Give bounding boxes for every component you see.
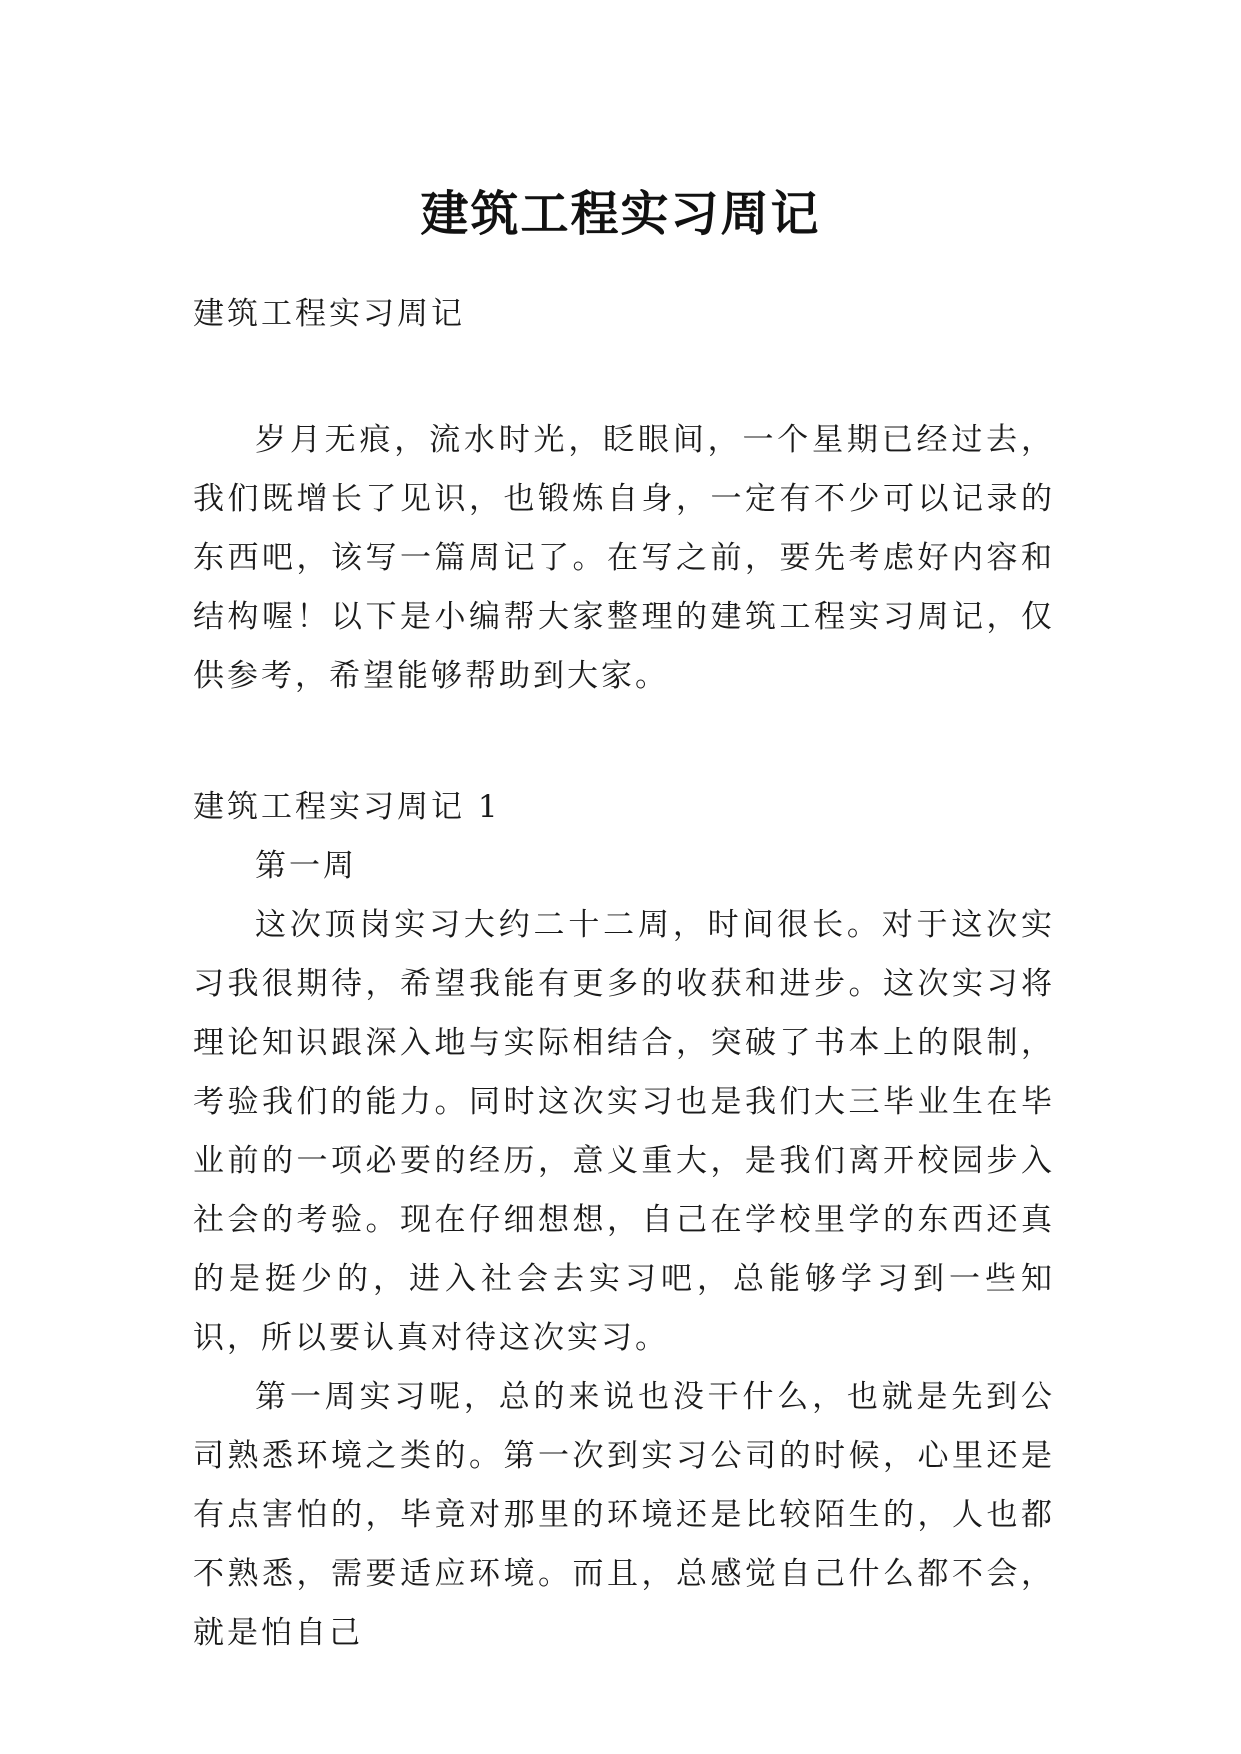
section-heading: 建筑工程实习周记 1 — [193, 789, 501, 825]
intro-paragraph: 岁月无痕，流水时光，眨眼间，一个星期已经过去，我们既增长了见识，也锻炼自身，一定有不少可以记录的东西吧，该写一篇周记了。在写之前，要先考虑好内容和结构喔！以下是小编帮大家整理的建筑工程实习周记，仅供参考，希望能够帮助到大家。 — [193, 422, 1055, 694]
week-label: 第一周 — [255, 848, 357, 884]
document-body — [193, 285, 1055, 1663]
body-paragraph-1: 这次顶岗实习大约二十二周，时间很长。对于这次实习我很期待，希望我能有更多的收获和进步。这次实习将理论知识跟深入地与实际相结合，突破了书本上的限制，考验我们的能力。同时这次实习也是我们大三毕业生在毕业前的一项必要的经历，意义重大，是我们离开校园步入社会的考验。现在仔细想想，自己在学校里学的东西还真的是挺少的，进入社会去实习吧，总能够学习到一些知识，所以要认真对待这次实习。 — [193, 907, 1055, 1356]
document-subtitle: 建筑工程实习周记 — [193, 296, 465, 332]
document-title: 建筑工程实习周记 — [420, 186, 821, 243]
spacer — [193, 706, 1055, 778]
spacer — [193, 344, 1055, 411]
body-paragraph-2: 第一周实习呢，总的来说也没干什么，也就是先到公司熟悉环境之类的。第一次到实习公司的时候，心里还是有点害怕的，毕竟对那里的环境还是比较陌生的，人也都不熟悉，需要适应环境。而且，总感觉自己什么都不会，就是怕自己 — [193, 1379, 1055, 1651]
